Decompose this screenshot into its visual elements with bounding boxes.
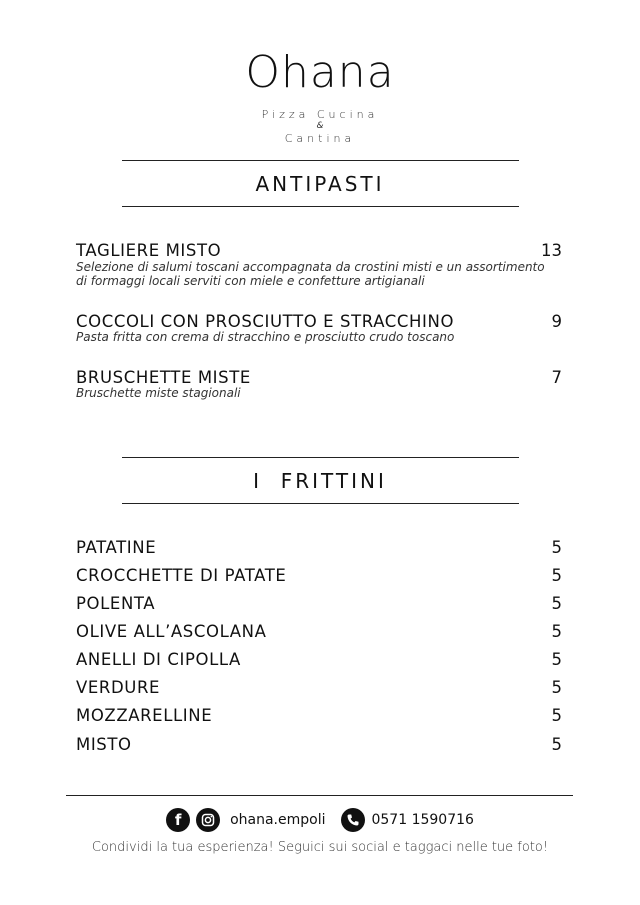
menu-item-price: 13: [541, 241, 562, 260]
menu-item-description: Pasta fritta con crema di stracchino e prosciutto crudo toscano: [76, 330, 455, 344]
menu-item-price: 5: [551, 706, 562, 725]
menu-item-name: TAGLIERE MISTO: [76, 241, 222, 260]
divider: [122, 457, 519, 458]
menu-item-name: ANELLI DI CIPOLLA: [76, 650, 241, 669]
menu-item-name: CROCCHETTE DI PATATE: [76, 566, 287, 585]
footer-note: Condividi la tua esperienza! Seguici sui social e taggaci nelle tue foto!: [91, 840, 549, 855]
phone-number[interactable]: 0571 1590716: [371, 812, 474, 828]
divider: [122, 160, 519, 161]
menu-item-description: Bruschette miste stagionali: [76, 386, 241, 400]
section-title-frittini: I FRITTINI: [253, 469, 387, 493]
instagram-icon[interactable]: [196, 808, 220, 832]
menu-item-price: 5: [551, 594, 562, 613]
brand-tagline-line2: Cantina: [284, 132, 356, 145]
menu-item-price: 5: [551, 678, 562, 697]
menu-item-price: 5: [551, 735, 562, 754]
section-title-antipasti: ANTIPASTI: [255, 172, 385, 196]
menu-item-name: POLENTA: [76, 594, 156, 613]
facebook-icon[interactable]: f: [166, 808, 190, 832]
brand-tagline-amp: &: [316, 121, 324, 131]
menu-item-name: VERDURE: [76, 678, 161, 697]
menu-item-name: MOZZARELLINE: [76, 706, 213, 725]
menu-item-name: BRUSCHETTE MISTE: [76, 368, 251, 387]
menu-item-name: OLIVE ALL’ASCOLANA: [76, 622, 267, 641]
menu-item-price: 7: [551, 368, 562, 387]
menu-item-name: PATATINE: [76, 538, 157, 557]
divider: [122, 206, 519, 207]
menu-item-price: 5: [551, 566, 562, 585]
phone-icon[interactable]: [341, 808, 365, 832]
social-handle[interactable]: ohana.empoli: [230, 812, 326, 828]
divider: [122, 503, 519, 504]
menu-item-price: 5: [551, 650, 562, 669]
menu-item-description: Selezione di salumi toscani accompagnata da crostini misti e un assortimento di formaggi locali serviti con miele e confetture artigianali: [76, 260, 545, 288]
footer-divider: [66, 795, 573, 796]
menu-item-name: COCCOLI CON PROSCIUTTO E STRACCHINO: [76, 312, 455, 331]
brand-logo: Ohana: [245, 47, 395, 98]
menu-item-name: MISTO: [76, 735, 132, 754]
footer-contacts: [0, 808, 640, 832]
menu-item-price: 5: [551, 538, 562, 557]
menu-item-price: 9: [551, 312, 562, 331]
menu-item-price: 5: [551, 622, 562, 641]
brand-tagline-line1: Pizza Cucina: [261, 108, 379, 121]
